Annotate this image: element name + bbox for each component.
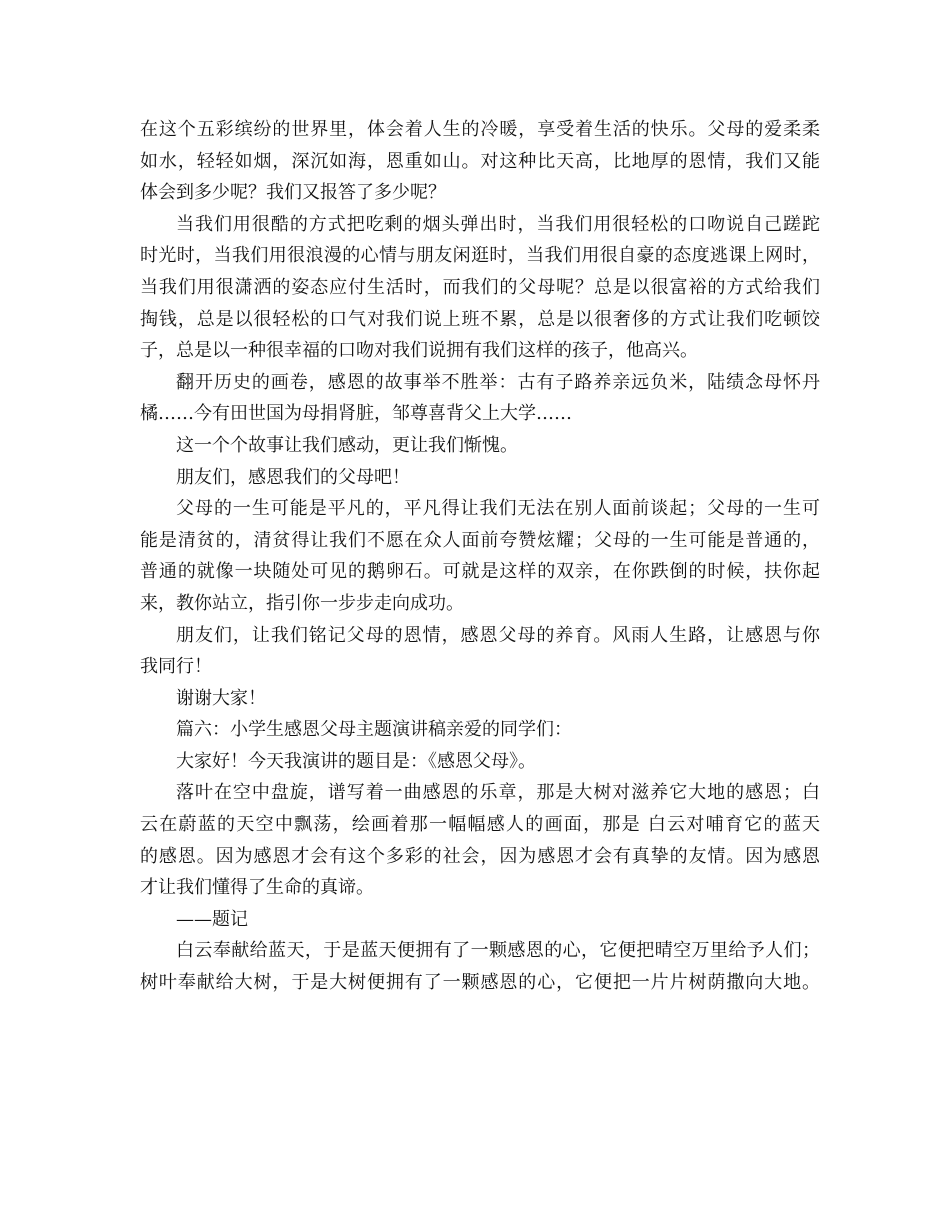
text-line: 时光时，当我们用很浪漫的心情与朋友闲逛时，当我们用很自豪的态度逃课上网时， [140, 245, 820, 267]
text-line: 当我们用很潇洒的姿态应付生活时，而我们的父母呢？总是以很富裕的方式给我们 [140, 276, 820, 298]
text-line: 白云奉献给蓝天，于是蓝天便拥有了一颗感恩的心，它便把晴空万里给予人们； [176, 940, 820, 962]
text-line: 能是清贫的，清贫得让我们不愿在众人面前夸赞炫耀；父母的一生可能是普通的， [140, 529, 820, 551]
text-line: 我同行！ [140, 656, 212, 678]
text-line: 当我们用很酷的方式把吃剩的烟头弹出时，当我们用很轻松的口吻说自己蹉跎 [176, 213, 820, 235]
text-line: 这一个个故事让我们感动，更让我们惭愧。 [176, 434, 518, 456]
text-line: 才让我们懂得了生命的真谛。 [140, 877, 374, 899]
text-line: 朋友们，让我们铭记父母的恩情，感恩父母的养育。风雨人生路，让感恩与你 [176, 624, 820, 646]
text-line: 云在蔚蓝的天空中飘荡，绘画着那一幅幅感人的画面，那是 白云对哺育它的蓝天 [140, 814, 820, 836]
text-line: 来，教你站立，指引你一步步走向成功。 [140, 592, 464, 614]
text-line: 在这个五彩缤纷的世界里，体会着人生的冷暖，享受着生活的快乐。父母的爱柔柔 [140, 119, 820, 140]
epigraph-attribution: ——题记 [176, 908, 248, 930]
section-heading: 篇六：小学生感恩父母主题演讲稿亲爱的同学们： [176, 719, 572, 741]
text-line: 子，总是以一种很幸福的口吻对我们说拥有我们这样的孩子，他高兴。 [140, 340, 698, 362]
text-line: 父母的一生可能是平凡的，平凡得让我们无法在别人面前谈起；父母的一生可 [176, 498, 820, 520]
text-line: 大家好！今天我演讲的题目是：《感恩父母》。 [176, 750, 536, 772]
text-line: 体会到多少呢？我们又报答了多少呢？ [140, 182, 446, 204]
text-line: 翻开历史的画卷，感恩的故事举不胜举：古有子路养亲远负米，陆绩念母怀丹 [176, 371, 820, 393]
text-line: 朋友们，感恩我们的父母吧！ [176, 466, 410, 488]
speech-text-body [140, 114, 820, 999]
text-line: 如水，轻轻如烟，深沉如海，恩重如山。对这种比天高，比地厚的恩情，我们又能 [140, 150, 820, 172]
text-line: 普通的就像一块随处可见的鹅卵石。可就是这样的双亲，在你跌倒的时候，扶你起 [140, 561, 820, 583]
text-line: 橘……今有田世国为母捐肾脏，邹尊喜背父上大学…… [140, 403, 572, 425]
text-line: 树叶奉献给大树，于是大树便拥有了一颗感恩的心，它便把一片片树荫撒向大地。 [140, 972, 820, 994]
text-line: 的感恩。因为感恩才会有这个多彩的社会，因为感恩才会有真挚的友情。因为感恩 [140, 845, 820, 867]
text-line: 谢谢大家！ [176, 687, 266, 709]
text-line: 落叶在空中盘旋，谱写着一曲感恩的乐章，那是大树对滋养它大地的感恩；白 [176, 782, 820, 804]
text-line: 掏钱，总是以很轻松的口气对我们说上班不累，总是以很奢侈的方式让我们吃顿饺 [140, 308, 820, 330]
